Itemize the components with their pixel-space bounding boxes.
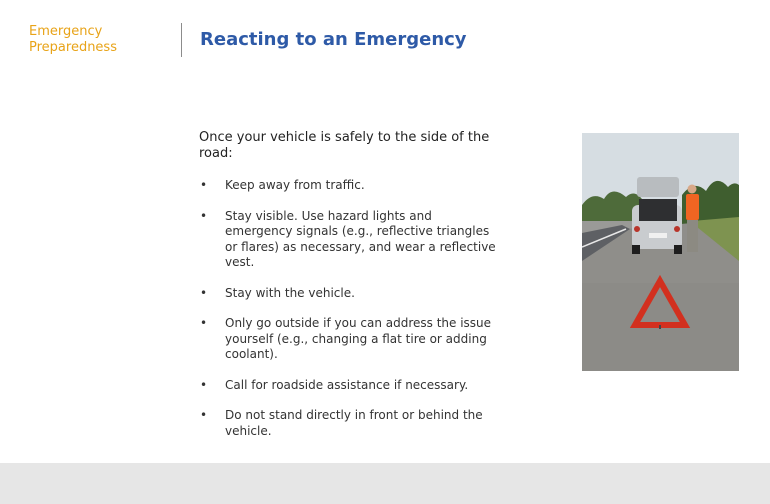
bullet-text: Stay with the vehicle. xyxy=(225,285,355,300)
intro-text: Once your vehicle is safely to the side of the road: xyxy=(199,130,490,161)
bullet-marker: • xyxy=(200,316,208,330)
footer-band xyxy=(0,463,770,504)
car-trunk-interior xyxy=(639,199,677,221)
bullet-text: Call for roadside assistance if necessary. xyxy=(225,377,469,392)
person-vest xyxy=(686,194,699,220)
car-wheel-right xyxy=(674,245,682,254)
bullet-marker: • xyxy=(200,377,208,392)
bullet-text: Do not stand directly in front or behind the vehicle. xyxy=(225,408,483,438)
bullet-marker: • xyxy=(200,178,208,192)
bullet-marker: • xyxy=(200,208,208,223)
section-label xyxy=(29,24,117,56)
bullet-item xyxy=(199,209,499,271)
bullet-marker: • xyxy=(200,408,208,422)
roadside-photo xyxy=(582,133,739,371)
bullet-item xyxy=(199,316,499,363)
car-light-left xyxy=(634,226,640,232)
car-plate xyxy=(649,233,667,238)
section-label-line1: Emergency xyxy=(29,24,103,39)
bullet-text: Only go outside if you can address the issue yourself (e.g., changing a flat tire or adding coolant). xyxy=(225,316,492,361)
bullet-text: Keep away from traffic. xyxy=(225,178,365,192)
bullet-list xyxy=(199,178,499,439)
bullet-text: Stay visible. Use hazard lights and emergency signals (e.g., reflective triangles or flares) as necessary, and wear a reflective vest. xyxy=(225,208,496,269)
person-head xyxy=(688,185,697,194)
bullet-item xyxy=(199,178,499,194)
car-wheel-left xyxy=(632,245,640,254)
section-label-line2: Preparedness xyxy=(29,40,117,55)
bullet-item xyxy=(199,378,499,394)
car-trunk-open xyxy=(637,177,679,197)
bullet-item xyxy=(199,408,499,439)
roadside-photo-illustration xyxy=(582,133,739,371)
page-title: Reacting to an Emergency xyxy=(200,29,467,50)
bullet-marker: • xyxy=(200,285,208,300)
header-divider xyxy=(181,23,182,57)
person-legs xyxy=(687,220,698,252)
car-light-right xyxy=(674,226,680,232)
bullet-item xyxy=(199,286,499,302)
